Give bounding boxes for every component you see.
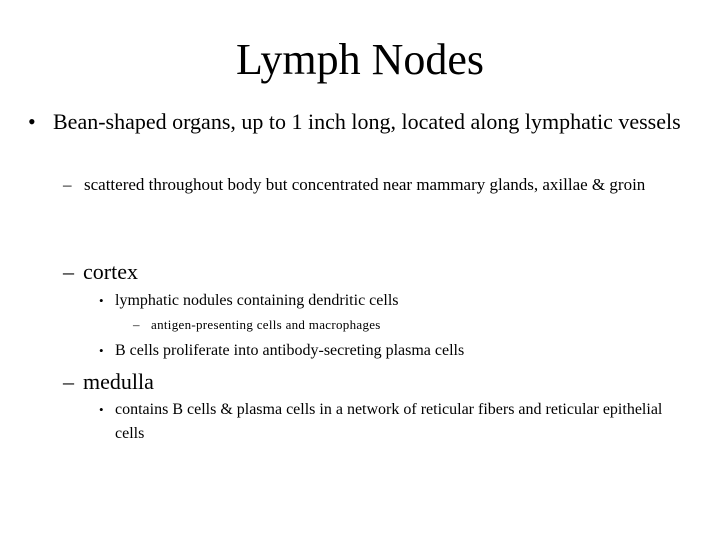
- sub-bullet-cortex: [63, 258, 683, 286]
- cortex-item-text: B cells proliferate into antibody-secreting plasma cells: [115, 342, 465, 359]
- sub-bullet-medulla: [63, 368, 683, 396]
- bullet-bean-shaped: [28, 107, 688, 136]
- cortex-item-bcells: [99, 339, 689, 363]
- bullet-marker: •: [28, 109, 36, 134]
- slide-title: Lymph Nodes: [235, 35, 485, 84]
- medulla-item-contains: [99, 398, 689, 446]
- bullet-marker: •: [99, 293, 104, 308]
- dash-marker: –: [63, 259, 74, 284]
- cortex-item-nodules: [99, 289, 689, 313]
- dash-marker: –: [133, 317, 140, 332]
- cortex-sub-item-antigen: [133, 316, 693, 334]
- sub-bullet-scattered: [63, 173, 703, 197]
- cortex-sub-item-text: antigen-presenting cells and macrophages: [151, 317, 381, 332]
- cortex-label: cortex: [83, 259, 138, 284]
- dash-marker: –: [63, 369, 74, 394]
- bullet-text: Bean-shaped organs, up to 1 inch long, located along lymphatic vessels: [53, 109, 681, 134]
- sub-bullet-text: scattered throughout body but concentrated near mammary glands, axillae & groin: [84, 175, 646, 194]
- medulla-label: medulla: [83, 369, 154, 394]
- cortex-item-text: lymphatic nodules containing dendritic cells: [115, 292, 399, 309]
- dash-marker: –: [63, 175, 72, 194]
- bullet-marker: •: [99, 402, 104, 417]
- medulla-item-text: contains B cells & plasma cells in a network of reticular fibers and reticular epithelial cells: [115, 401, 663, 442]
- bullet-marker: •: [99, 343, 104, 358]
